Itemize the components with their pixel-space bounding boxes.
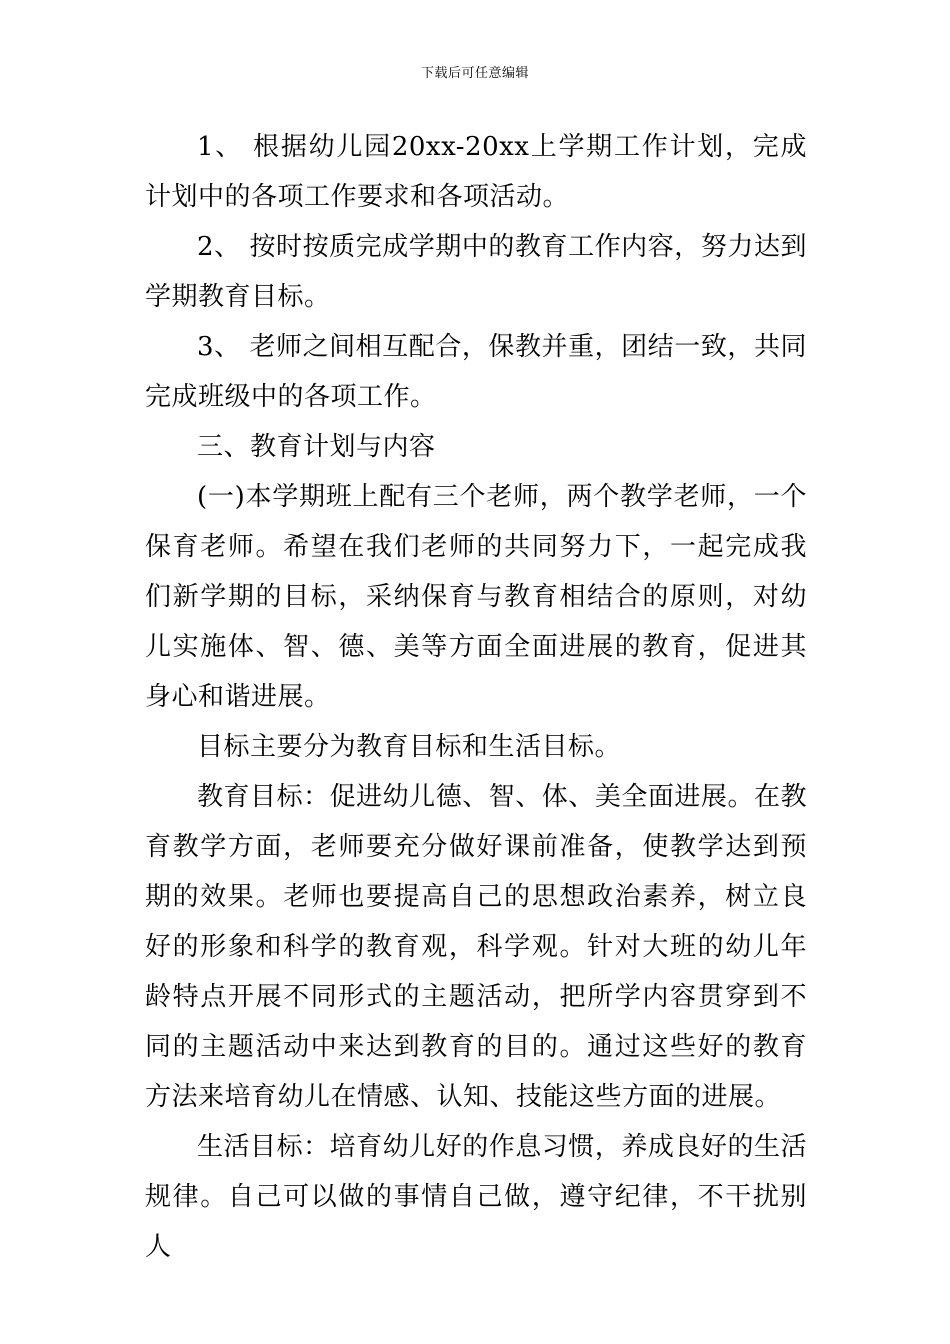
paragraph-life-goal: 生活目标：培育幼儿好的作息习惯，养成良好的生活规律。自己可以做的事情自己做，遵守纪律，不干扰别人	[145, 1132, 807, 1262]
page-header: 下载后可任意编辑	[420, 66, 529, 81]
paragraph-goals-intro: 目标主要分为教育目标和生活目标。	[197, 732, 622, 762]
paragraph-item-2: 2、 按时按质完成学期中的教育工作内容，努力达到学期教育目标。	[145, 232, 807, 312]
paragraph-education-goal: 教育目标：促进幼儿德、智、体、美全面进展。在教育教学方面，老师要充分做好课前准备，使教学达到预期的效果。老师也要提高自己的思想政治素养，树立良好的形象和科学的教育观，科学观。针对大班的幼儿年龄特点开展不同形式的主题活动，把所学内容贯穿到不同的主题活动中来达到教育的目的。通过这些好的教育方法来培育幼儿在情感、认知、技能这些方面的进展。	[145, 782, 807, 1112]
document-body	[145, 122, 807, 1272]
paragraph-item-3: 3、 老师之间相互配合，保教并重，团结一致，共同完成班级中的各项工作。	[145, 332, 807, 412]
paragraph-staffing: (一)本学期班上配有三个老师，两个教学老师，一个保育老师。希望在我们老师的共同努力下，一起完成我们新学期的目标，采纳保育与教育相结合的原则，对幼儿实施体、智、德、美等方面全面进展的教育，促进其身心和谐进展。	[145, 482, 807, 712]
paragraph-item-1: 1、 根据幼儿园20xx-20xx上学期工作计划，完成计划中的各项工作要求和各项活动。	[145, 132, 807, 212]
section-heading: 三、教育计划与内容	[197, 432, 436, 462]
